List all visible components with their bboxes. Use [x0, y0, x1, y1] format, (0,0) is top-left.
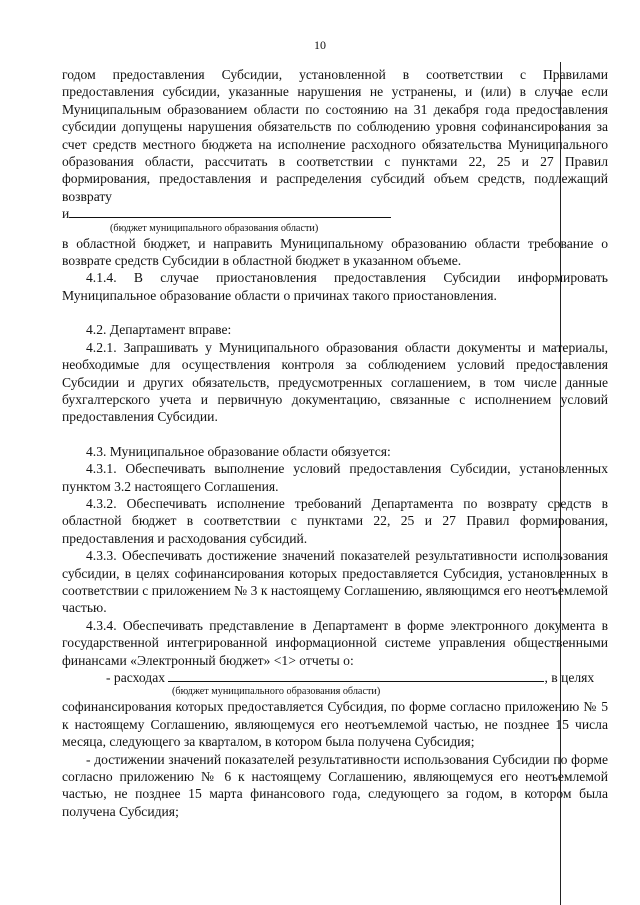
text-fragment: , в целях	[544, 670, 595, 685]
paragraph: 4.2.1. Запрашивать у Муниципального образования области документы и материалы, необходимые для осуществления контроля за соблюдением условий предоставления Субсидии и других обязательств, предусмотренных соглашением, в том числе данные бухгалтерского учета и первичную документацию, связанные с исполнением условий предоставления Субсидии.	[62, 339, 608, 425]
paragraph: годом предоставления Субсидии, установленной в соответствии с Правилами предоставления субсидии, указанные нарушения не устранены, и (или) в случае если Муниципальным образованием области по состоянию на 31 декабря года предоставления субсидии допущены нарушения обязательств по соблюдению уровня софинансирования за счет средств местного бюджета на исполнение расходного обязательства Муниципального образования области, рассчитать в соответствии с пунктами 22, 25 и 27 Правил формирования, предоставления и распределения субсидий объем средств, подлежащий возврату	[62, 67, 608, 204]
paragraph: софинансирования которых предоставляется Субсидия, по форме согласно приложению № 5 к настоящему Соглашению, являющемуся его неотъемлемой частью, не позднее 15 числа месяца, следующего за кварталом, в котором была получена Субсидия;	[62, 699, 608, 750]
text-fragment: и	[62, 206, 70, 222]
paragraph	[62, 205, 608, 222]
paragraph: 4.3.1. Обеспечивать выполнение условий предоставления Субсидии, установленных пунктом 3.2 настоящего Соглашения.	[62, 461, 608, 494]
spacer	[62, 304, 608, 321]
blank-line	[168, 669, 544, 682]
paragraph: - достижении значений показателей результативности использования Субсидии по форме согласно приложению № 6 к настоящему Соглашению, являющемуся его неотъемлемой частью, не позднее 15 марта финансового года, следующего за годом, в котором была получена Субсидия;	[62, 751, 608, 819]
section-heading: 4.3. Муниципальное образование области обязуется:	[86, 443, 391, 459]
paragraph: 4.3.3. Обеспечивать достижение значений показателей результативности использования субсидии, в целях софинансирования которых предоставляется Субсидия, установленных в соответствии с приложением № 3 к настоящему Соглашению, являющимся его неотъемлемой частью.	[62, 548, 608, 616]
paragraph: в областной бюджет, и направить Муниципальному образованию области требование о возврате средств Субсидии в областной бюджет в указанном объеме.	[62, 235, 608, 269]
section-heading: 4.2. Департамент вправе:	[86, 322, 232, 338]
document-body	[62, 66, 608, 820]
spacer	[62, 426, 608, 443]
paragraph	[62, 669, 608, 686]
field-caption: (бюджет муниципального образования области)	[172, 686, 381, 698]
blank-line	[69, 205, 391, 218]
paragraph: 4.1.4. В случае приостановления предоставления Субсидии информировать Муниципальное образование области о причинах такого приостановления.	[62, 270, 608, 303]
paragraph: 4.3.4. Обеспечивать представление в Департамент в форме электронного документа в государственной интегрированной информационной системе управления общественными финансами «Электронный бюджет» <1> отчеты о:	[62, 617, 608, 668]
paragraph: 4.3.2. Обеспечивать исполнение требований Департамента по возврату средств в областной бюджет в соответствии с пунктами 22, 25 и 27 Правил формирования, предоставления и расходования субсидий.	[62, 495, 608, 546]
field-caption: (бюджет муниципального образования области)	[110, 222, 319, 234]
text-fragment: - расходах	[106, 670, 166, 685]
page-number: 10	[314, 38, 326, 52]
